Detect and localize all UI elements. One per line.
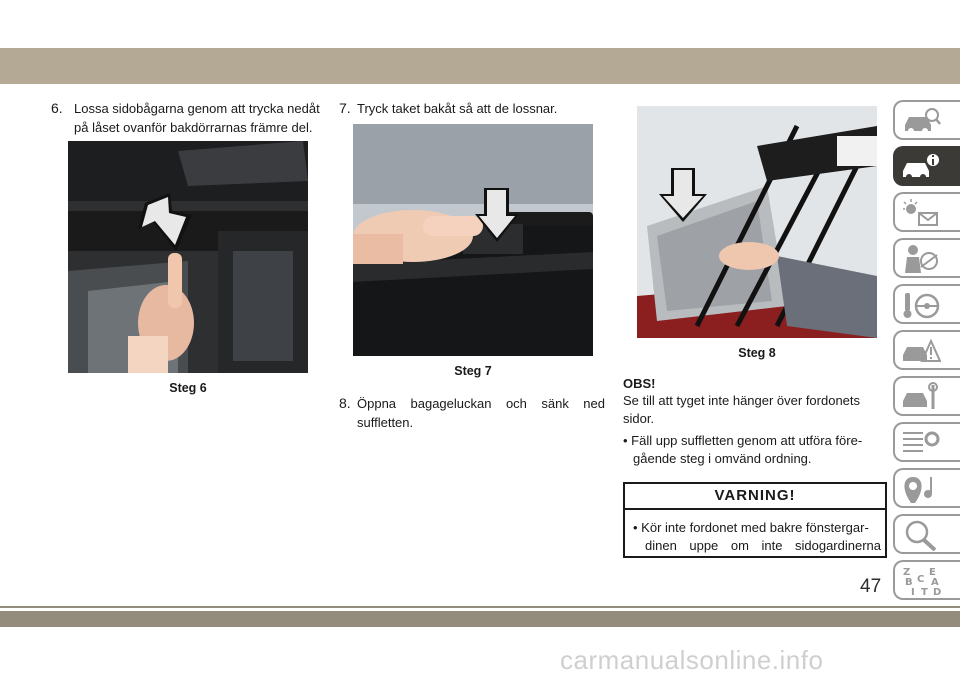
airbag-person-icon [901,243,941,275]
list-gear-icon [901,427,941,459]
tab-servicing[interactable] [893,376,960,416]
page-number: 47 [860,576,882,597]
warning-title: VARNING! [625,484,885,510]
warning-box [623,482,887,558]
alphabet-index-icon [901,565,941,597]
index-letter: C [917,574,925,585]
index-letter: I [911,587,915,597]
tab-emergencies[interactable] [893,330,960,370]
tab-starting-operating[interactable] [893,284,960,324]
car-info-icon [901,151,941,183]
index-letter: A [931,577,939,588]
step7-text: Tryck taket bakåt så att de lossnar. [357,101,558,116]
index-letter: E [929,567,936,578]
header-band [0,48,960,84]
warning-line1: • Kör inte fordonet med bakre fönstergar- [633,520,869,535]
index-letter: T [921,587,928,597]
footer-band [0,611,960,627]
tab-technical-specs[interactable] [893,422,960,462]
steering-key-icon [901,289,941,321]
step6-line2: på låset ovanför bakdörrarnas främre del. [74,120,313,135]
note-bullet-line1: • Fäll upp suffletten genom att utföra före- [623,433,863,448]
tab-customer-assistance[interactable] [893,514,960,554]
car-warning-icon [901,335,941,367]
step8-line2: suffletten. [357,415,414,430]
step6-caption: Steg 6 [169,381,207,395]
index-letter: B [905,577,913,588]
note-line1: Se till att tyget inte hänger över fordonets [623,393,861,408]
step7-photo [353,124,593,356]
step8-line1: Öppna bagageluckan och sänk ned [357,396,605,411]
step6-number: 6. [51,100,63,116]
light-message-icon [901,197,941,229]
music-pin-icon [901,473,941,505]
tab-index[interactable] [893,560,960,600]
watermark: carmanualsonline.info [560,645,824,675]
car-wrench-icon [901,381,941,413]
magnifier-icon [901,519,941,551]
note-heading: OBS! [623,376,656,391]
car-search-icon [901,105,941,137]
step6-photo [68,141,308,373]
step8-number: 8. [339,395,351,411]
note-bullet-line2: gående steg i omvänd ordning. [633,451,812,466]
footer-rule [0,606,960,608]
tab-safety[interactable] [893,238,960,278]
step7-caption: Steg 7 [454,364,492,378]
index-letter: D [933,587,941,597]
tab-vehicle-overview[interactable] [893,100,960,140]
note-line2: sidor. [623,411,655,426]
step6-line1: Lossa sidobågarna genom att trycka nedåt [74,101,320,116]
index-letter: Z [903,567,911,578]
tab-getting-to-know[interactable] [893,146,960,186]
step7-number: 7. [339,100,351,116]
tab-instrument-panel[interactable] [893,192,960,232]
tab-multimedia[interactable] [893,468,960,508]
step8-photo [637,106,877,338]
step8-caption: Steg 8 [738,346,776,360]
warning-line2: dinen uppe om inte sidogardinerna [645,538,881,553]
